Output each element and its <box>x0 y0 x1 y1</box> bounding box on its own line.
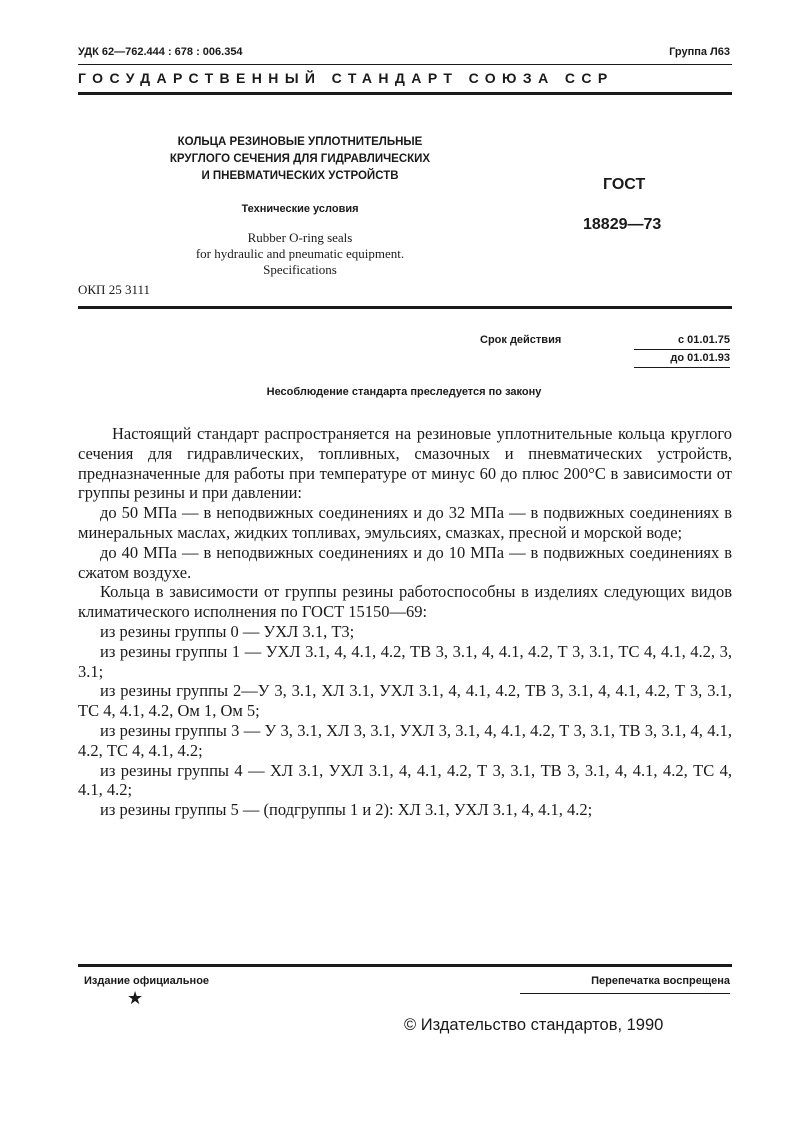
body-text <box>78 424 732 820</box>
english-title-line: for hydraulic and pneumatic equipment. <box>195 246 405 261</box>
body-paragraph: из резины группы 4 — ХЛ 3.1, УХЛ 3.1, 4, 4.1, 4.2, Т 3, 3.1, ТВ 3, 3.1, 4, 4.1, 4.2, ТС 4, 4.1, 4.2; <box>78 760 732 800</box>
body-paragraph: до 40 МПа — в неподвижных соединениях и до 10 МПа — в подвижных соединениях в сжатом воздухе. <box>78 542 732 582</box>
okp-code: ОКП 25 3111 <box>78 282 150 297</box>
body-paragraph: из резины группы 1 — УХЛ 3.1, 4, 4.1, 4.2, ТВ 3, 3.1, 4, 4.1, 4.2, Т 3, 3.1, ТС 4, 4.1, 4.2, 3, 3.1; <box>78 641 732 681</box>
header-rule-bottom <box>78 92 732 95</box>
reprint-rule <box>520 993 730 994</box>
body-paragraph: из резины группы 5 — (подгруппы 1 и 2): ХЛ 3.1, УХЛ 3.1, 4, 4.1, 4.2; <box>100 800 593 820</box>
footer-rule <box>78 964 732 967</box>
document-subtitle: Технические условия <box>241 203 359 215</box>
header-rule-top <box>78 64 732 65</box>
english-title <box>110 230 490 278</box>
validity-rule <box>634 367 730 368</box>
reprint-notice: Перепечатка воспрещена <box>591 975 730 987</box>
body-paragraph: Кольца в зависимости от группы резины работоспособны в изделиях следующих видов климатического исполнения по ГОСТ 15150—69: <box>78 582 732 622</box>
copyright: © Издательство стандартов, 1990 <box>404 1016 664 1034</box>
body-paragraph: Настоящий стандарт распространяется на резиновые уплотнительные кольца круглого сечения для гидравлических, топливных, смазочных и пневматических устройств, предназначенные для работы при температуре от минус 60 до плюс 200°С в зависимости от группы резины и при давлении: <box>78 424 732 503</box>
title-line: КОЛЬЦА РЕЗИНОВЫЕ УПЛОТНИТЕЛЬНЫЕ <box>177 136 423 148</box>
legal-warning: Несоблюдение стандарта преследуется по закону <box>266 386 542 398</box>
body-paragraph: до 50 МПа — в неподвижных соединениях и до 32 МПа — в подвижных соединениях в минеральных маслах, жидких топливах, эмульсиях, смазках, пресной и морской воде; <box>78 503 732 542</box>
body-paragraph: из резины группы 2—У 3, 3.1, ХЛ 3.1, УХЛ 3.1, 4, 4.1, 4.2, ТВ 3, 3.1, 4, 4.1, 4.2, Т 3, 3.1, ТС 4, 4.1, 4.2, Ом 1, Ом 5; <box>78 681 732 721</box>
english-title-line: Rubber O-ring seals <box>247 230 353 245</box>
group-code: Группа Л63 <box>669 46 730 58</box>
gost-number: 18829—73 <box>583 216 662 233</box>
validity-rule <box>634 349 730 350</box>
body-paragraph: из резины группы 3 — У 3, 3.1, ХЛ 3, 3.1, УХЛ 3, 3.1, 4, 4.1, 4.2, Т 3, 3.1, ТВ 3, 3.1, 4, 4.1, 4.2, ТС 4, 4.1, 4.2; <box>78 720 732 760</box>
star-icon: ★ <box>127 988 144 1008</box>
validity-from: с 01.01.75 <box>678 334 730 346</box>
title-line: И ПНЕВМАТИЧЕСКИХ УСТРОЙСТВ <box>201 170 399 182</box>
official-edition: Издание официальное <box>84 975 210 987</box>
body-paragraph: из резины группы 0 — УХЛ 3.1, Т3; <box>100 621 355 641</box>
udk-code: УДК 62—762.444 : 678 : 006.354 <box>78 46 243 58</box>
state-standard-banner: ГОСУДАРСТВЕННЫЙ СТАНДАРТ СОЮЗА ССР <box>78 70 614 86</box>
document-title <box>110 134 490 185</box>
title-line: КРУГЛОГО СЕЧЕНИЯ ДЛЯ ГИДРАВЛИЧЕСКИХ <box>169 153 431 165</box>
validity-label: Срок действия <box>480 334 562 346</box>
validity-to: до 01.01.93 <box>670 352 730 364</box>
gost-label: ГОСТ <box>603 176 646 193</box>
english-title-line: Specifications <box>263 262 337 277</box>
title-rule <box>78 306 732 309</box>
